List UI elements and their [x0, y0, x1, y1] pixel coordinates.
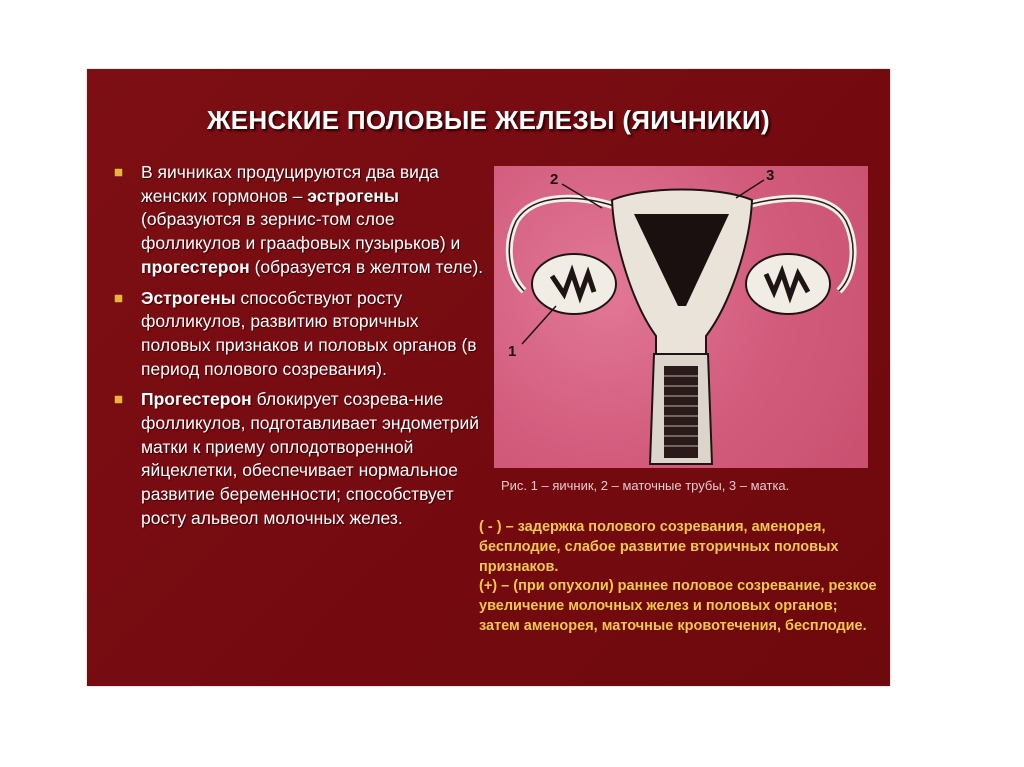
square-bullet-icon — [115, 396, 122, 403]
note-plus: (+) – (при опухоли) раннее половое созревание, резкое увеличение молочных желез и половых органов; затем аменорея, маточные кровотечения, бесплодие. — [479, 578, 877, 634]
leader-line-1 — [522, 306, 556, 344]
figure-caption: Рис. 1 – яичник, 2 – маточные трубы, 3 – матка. — [501, 478, 790, 493]
note-minus: ( - ) – задержка полового созревания, аменорея, бесплодие, слабое развитие вторичных половых признаков. — [479, 519, 839, 575]
slide — [87, 69, 890, 686]
bullet-text: Эстрогены способствуют росту фолликулов, развитию вторичных половых признаков и половых органов (в период полового созревания). — [141, 287, 477, 379]
anatomy-figure — [494, 166, 868, 468]
square-bullet-icon — [115, 295, 122, 302]
bullet-item — [109, 388, 489, 530]
bullet-text: Прогестерон блокирует созрева-ние фолликулов, подготавливает эндометрий матки к приему оплодотворенной яйцеклетки, обеспечивает нормальное развитие беременности; способствует росту альвеол молочных желез. — [141, 389, 480, 528]
slide-title: ЖЕНСКИЕ ПОЛОВЫЕ ЖЕЛЕЗЫ (ЯИЧНИКИ) — [206, 105, 770, 135]
bullet-text: В яичниках продуцируются два вида женских гормонов – эстрогены (образуются в зернис-том слое фолликулов и граафовых пузырьков) и прогестерон (образуется в желтом теле). — [141, 162, 484, 277]
bullet-item — [109, 161, 489, 280]
label-3: 3 — [766, 167, 775, 184]
vaginal-canal-shape — [664, 366, 698, 458]
label-1: 1 — [508, 343, 517, 360]
bullet-item — [109, 287, 489, 382]
uterus-ovaries-illustration — [494, 166, 868, 468]
label-2: 2 — [550, 171, 559, 188]
notes-block — [479, 518, 879, 637]
square-bullet-icon — [115, 169, 122, 176]
bullet-list — [109, 161, 489, 538]
leader-line-3 — [736, 180, 764, 198]
